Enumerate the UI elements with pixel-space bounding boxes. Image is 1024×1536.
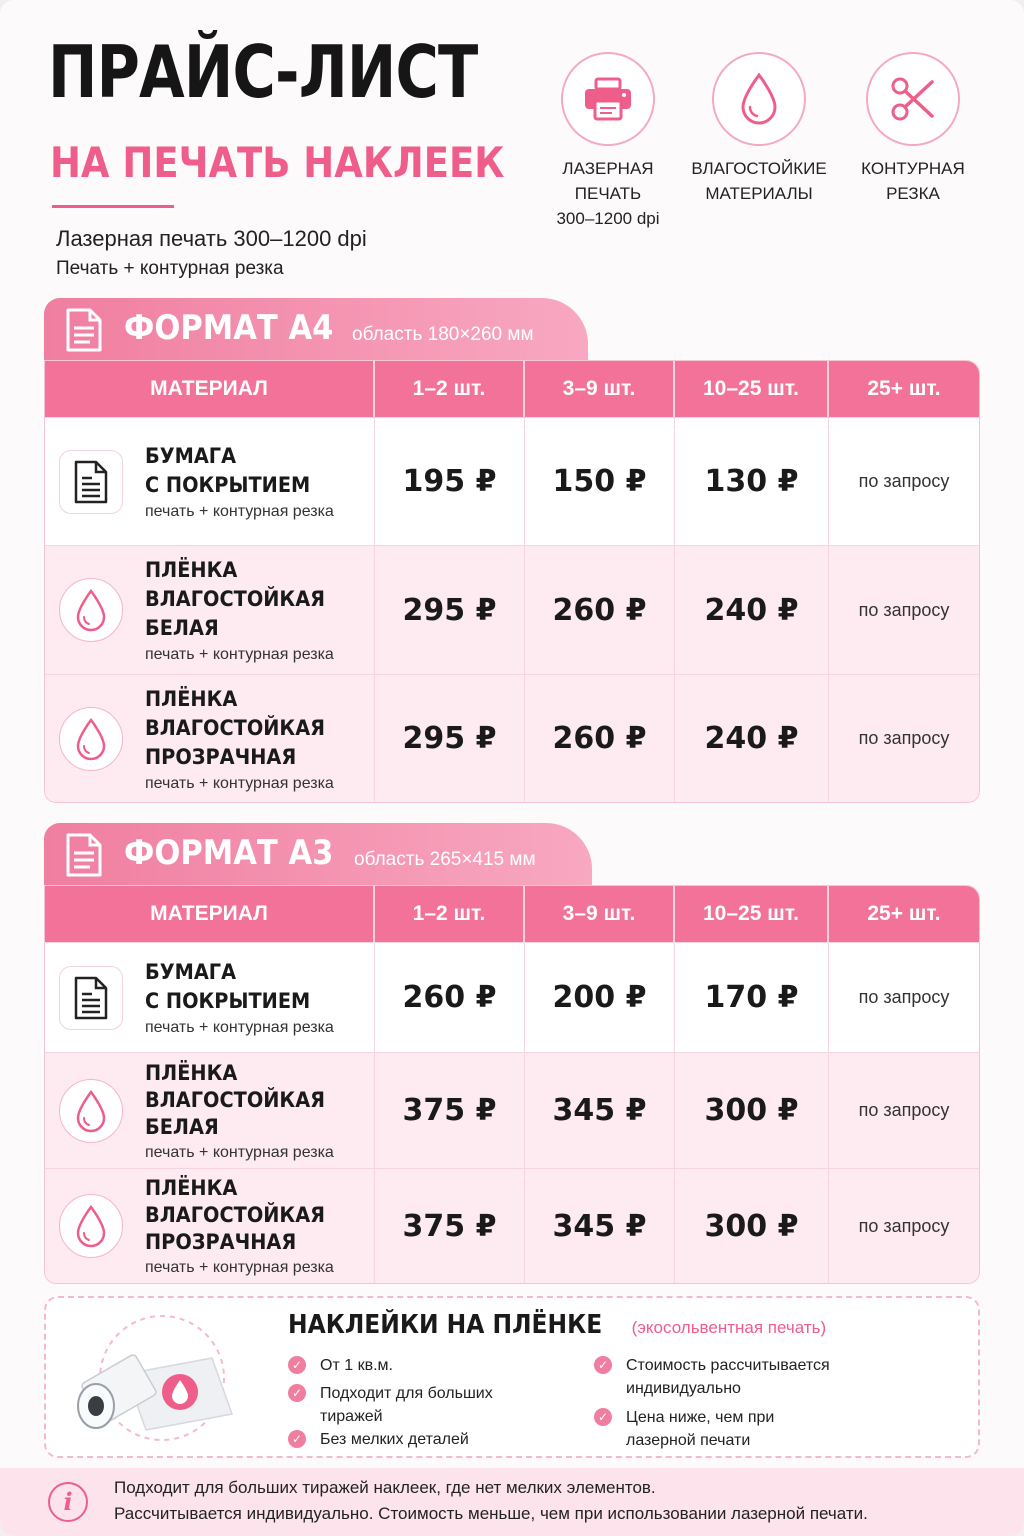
price-on-request: по запросу <box>858 599 950 620</box>
film-stickers-box <box>44 1296 980 1458</box>
price-table-a4 <box>44 360 980 803</box>
drop-icon <box>59 1079 123 1143</box>
feature-waterproof <box>684 52 834 206</box>
column-header: 1–2 шт. <box>375 361 525 417</box>
material-note: печать + контурная резка <box>145 646 334 663</box>
intro-line-1: Лазерная печать 300–1200 dpi <box>56 226 367 251</box>
price-cell: 300 ₽ <box>704 1208 799 1244</box>
price-cell: 260 ₽ <box>552 592 647 628</box>
price-cell: 240 ₽ <box>704 592 799 628</box>
column-header: 25+ шт. <box>867 902 941 925</box>
section-area: область 180×260 мм <box>352 324 534 345</box>
price-cell: 345 ₽ <box>552 1093 647 1128</box>
footer-line-2: Рассчитывается индивидуально. Стоимость меньше, чем при использовании лазерной печати. <box>114 1504 868 1523</box>
feature-label-line: МАТЕРИАЛЫ <box>705 184 813 203</box>
footer-note <box>0 1468 1024 1536</box>
price-on-request: по запросу <box>858 471 950 491</box>
check-icon: ✓ <box>288 1356 306 1374</box>
feature-laser-print <box>533 52 683 231</box>
footer-line-1: Подходит для больших тиражей наклеек, где нет мелких элементов. <box>114 1478 656 1497</box>
film-roll-icon <box>62 1314 242 1447</box>
list-item <box>594 1406 814 1452</box>
page-title: ПРАЙС-ЛИСТ <box>48 30 478 114</box>
list-item <box>288 1428 469 1451</box>
bullet-text: Стоимость рассчитывается индивидуально <box>626 1357 830 1397</box>
material-name: ПЛЁНКА ВЛАГОСТОЙКАЯ БЕЛАЯ <box>145 1060 326 1139</box>
feature-label-line: ЛАЗЕРНАЯ <box>562 159 654 178</box>
bullet-text: Подходит для больших тиражей <box>320 1385 493 1425</box>
material-name: ПЛЁНКА ВЛАГОСТОЙКАЯ БЕЛАЯ <box>145 558 326 640</box>
check-icon: ✓ <box>288 1384 306 1402</box>
column-header: 25+ шт. <box>867 377 941 400</box>
check-icon: ✓ <box>594 1356 612 1374</box>
document-icon <box>64 833 104 882</box>
printer-icon <box>561 52 655 146</box>
material-name: БУМАГА С ПОКРЫТИЕМ <box>145 444 311 497</box>
page-subtitle: НА ПЕЧАТЬ НАКЛЕЕК <box>50 138 505 187</box>
feature-label-line: ПЕЧАТЬ <box>574 184 642 203</box>
price-cell: 260 ₽ <box>552 721 647 756</box>
drop-icon <box>59 1194 123 1258</box>
price-cell: 150 ₽ <box>552 464 647 499</box>
table-row <box>45 942 979 1052</box>
material-name: БУМАГА С ПОКРЫТИЕМ <box>145 960 311 1013</box>
drop-icon <box>59 707 123 771</box>
column-header: МАТЕРИАЛ <box>45 361 375 417</box>
feature-contour-cut <box>838 52 988 206</box>
price-table-a3 <box>44 885 980 1284</box>
feature-label-line: ВЛАГОСТОЙКИЕ <box>691 159 827 178</box>
price-cell: 295 ₽ <box>402 592 497 628</box>
price-cell: 375 ₽ <box>402 1208 497 1244</box>
bullet-text: От 1 кв.м. <box>320 1357 393 1374</box>
section-title: ФОРМАТ А3 <box>124 833 334 873</box>
price-on-request: по запросу <box>858 1100 950 1120</box>
info-icon: i <box>48 1482 88 1522</box>
price-cell: 375 ₽ <box>402 1093 497 1128</box>
check-icon: ✓ <box>288 1430 306 1448</box>
table-row <box>45 674 979 802</box>
document-icon <box>64 308 104 357</box>
material-name: ПЛЁНКА ВЛАГОСТОЙКАЯ ПРОЗРАЧНАЯ <box>145 686 326 769</box>
table-row <box>45 417 979 545</box>
material-name: ПЛЁНКА ВЛАГОСТОЙКАЯ ПРОЗРАЧНАЯ <box>145 1176 326 1254</box>
film-title: НАКЛЕЙКИ НА ПЛЁНКЕ <box>288 1310 603 1340</box>
column-header: 1–2 шт. <box>375 886 525 942</box>
price-on-request: по запросу <box>858 987 950 1007</box>
intro-line-2: Печать + контурная резка <box>56 258 284 279</box>
material-note: печать + контурная резка <box>145 503 334 520</box>
column-header: 3–9 шт. <box>525 886 675 942</box>
price-cell: 260 ₽ <box>402 980 497 1015</box>
material-note: печать + контурная резка <box>145 1259 334 1276</box>
drop-icon <box>59 578 123 642</box>
list-item <box>594 1354 854 1400</box>
bullet-text: Без мелких деталей <box>320 1431 469 1448</box>
price-cell: 170 ₽ <box>704 980 799 1015</box>
section-area: область 265×415 мм <box>354 849 536 870</box>
scissors-icon <box>866 52 960 146</box>
price-cell: 200 ₽ <box>552 980 647 1015</box>
table-header <box>45 361 979 417</box>
feature-label-line: РЕЗКА <box>886 184 940 203</box>
price-cell: 195 ₽ <box>402 464 497 499</box>
material-note: печать + контурная резка <box>145 1143 334 1161</box>
material-note: печать + контурная резка <box>145 774 334 792</box>
price-cell: 300 ₽ <box>704 1093 799 1128</box>
document-icon <box>59 966 123 1030</box>
column-header: 10–25 шт. <box>675 361 829 417</box>
table-header <box>45 886 979 942</box>
bullet-text: Цена ниже, чем при лазерной печати <box>626 1409 775 1449</box>
column-header: 10–25 шт. <box>675 886 829 942</box>
price-on-request: по запросу <box>858 728 950 748</box>
price-on-request: по запросу <box>858 1215 950 1236</box>
drop-icon <box>712 52 806 146</box>
price-cell: 295 ₽ <box>402 721 497 756</box>
table-row <box>45 1052 979 1168</box>
price-cell: 345 ₽ <box>552 1208 647 1244</box>
check-icon: ✓ <box>594 1408 612 1426</box>
column-header: МАТЕРИАЛ <box>45 886 375 942</box>
title-divider <box>52 205 174 208</box>
section-title: ФОРМАТ А4 <box>124 308 334 348</box>
list-item <box>288 1382 508 1428</box>
feature-label-line: 300–1200 dpi <box>556 209 660 228</box>
column-header: 3–9 шт. <box>525 361 675 417</box>
section-tab-a3 <box>44 823 592 885</box>
price-cell: 240 ₽ <box>704 721 799 756</box>
material-note: печать + контурная резка <box>145 1019 334 1036</box>
list-item <box>288 1354 393 1377</box>
table-row <box>45 545 979 674</box>
feature-label-line: КОНТУРНАЯ <box>861 159 965 178</box>
price-cell: 130 ₽ <box>704 464 799 499</box>
document-icon <box>59 450 123 514</box>
table-row <box>45 1168 979 1283</box>
film-subtitle: (экосольвентная печать) <box>631 1318 827 1337</box>
section-tab-a4 <box>44 298 588 360</box>
